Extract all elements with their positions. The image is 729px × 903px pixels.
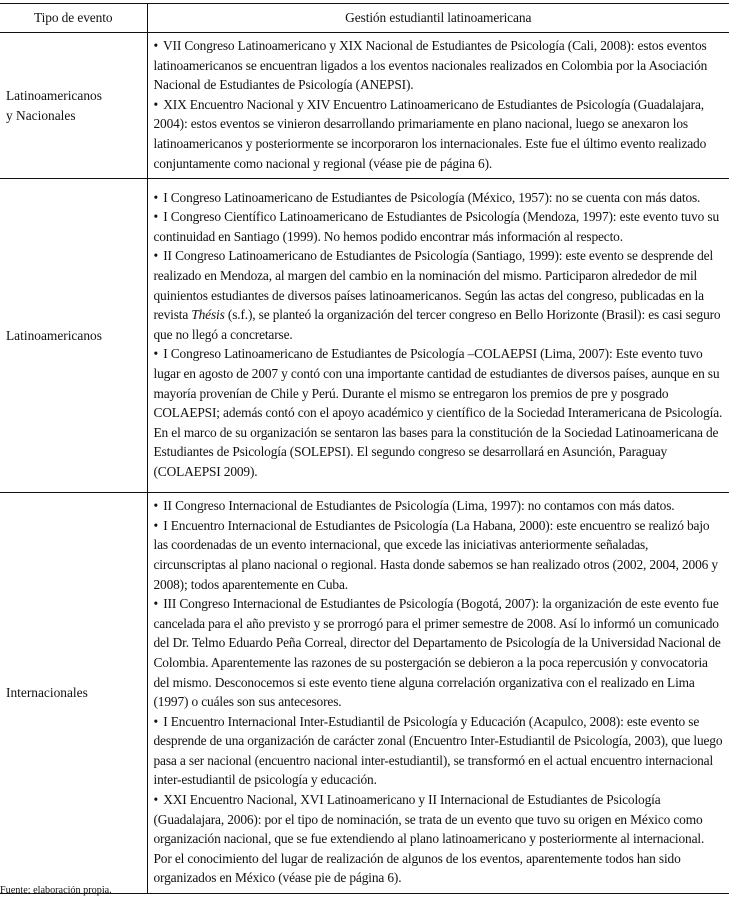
list-item: • VII Congreso Latinoamericano y XIX Nacional de Estudiantes de Psicología (Cali, 2008): estos eventos latinoamericanos se encuentran ligados a los eventos nacionales realizados en Colombia por la Asociación Nacional de Estudiantes de Psicología (ANEPSI). (153, 38, 708, 93)
event-type-label: Latinoamericanos (6, 327, 102, 343)
events-table (0, 3, 729, 894)
list-item: • I Congreso Latinoamericano de Estudiantes de Psicología –COLAEPSI (Lima, 2007): Este evento tuvo lugar en agosto de 2007 y contó con una importante cantidad de estudiantes de diversos países, aunque en su mayoría provenían de Chile y Perú. Durante el mismo se entregaron los premios de pre y posgrado COLAEPSI; además contó con el apoyo académico y científico de la Sociedad Interamericana de Psicología. En el marco de su organización se sentaron las bases para la constitución de la Sociedad Latinoamericana de Estudiantes de Psicología (SOLEPSI). El segundo congreso se desarrollará en Asunción, Paraguay (COLAEPSI 2009). (153, 346, 723, 480)
bullet-icon: • (153, 517, 159, 533)
event-type-cell (0, 33, 147, 179)
journal-title: Thésis (191, 307, 225, 323)
list-item: • II Congreso Internacional de Estudiantes de Psicología (Lima, 1997): no contamos con más datos. (153, 498, 675, 514)
list-item: • I Congreso Científico Latinoamericano de Estudiantes de Psicología (Mendoza, 1997): este evento tuvo su continuidad en Santiago (1999). No hemos podido encontrar más información al respecto. (153, 209, 719, 244)
column-header-student-management: Gestión estudiantil latinoamericana (147, 4, 729, 33)
bullet-icon: • (153, 346, 159, 362)
event-type-label: Latinoamericanos (6, 87, 102, 103)
column-header-event-type: Tipo de evento (0, 4, 147, 33)
table-header-row (0, 4, 729, 33)
bullet-icon: • (153, 498, 159, 514)
list-item: • I Congreso Latinoamericano de Estudiantes de Psicología (México, 1957): no se cuenta con más datos. (153, 189, 701, 205)
event-description-cell (147, 179, 729, 493)
bullet-icon: • (153, 713, 159, 729)
list-item: • XXI Encuentro Nacional, XVI Latinoamericano y II Internacional de Estudiantes de Psicología (Guadalajara, 2006): por el tipo de nominación, se trata de un evento que tuvo su origen en México como organización nacional, que se fue extendiendo al plano latinoamericano y posteriormente al internacional. Por el conocimiento del lugar de realización de algunos de los eventos, aparentemente todos han sido organizados en México (véase pie de página 6). (153, 792, 705, 886)
bullet-icon: • (153, 596, 159, 612)
bullet-icon: • (153, 38, 159, 53)
bullet-icon: • (153, 189, 159, 205)
table-row (0, 179, 729, 493)
event-description-cell (147, 33, 729, 179)
table-source-note: Fuente: elaboración propia. (0, 885, 112, 896)
event-description-cell (147, 493, 729, 894)
event-type-cell (0, 493, 147, 894)
bullet-icon: • (153, 209, 159, 225)
list-item: • XIX Encuentro Nacional y XIV Encuentro Latinoamericano de Estudiantes de Psicología (Guadalajara, 2004): estos eventos se vinieron desarrollando primariamente en plano nacional, luego se anexaron los latinoamericanos y posteriormente se incorporaron los internacionales. Este fue el último evento realizado conjuntamente como nacional y regional (véase pie de página 6). (153, 96, 707, 171)
list-item: • II Congreso Latinoamericano de Estudiantes de Psicología (Santiago, 1999): este evento se desprende del realizado en Mendoza, al margen del cambio en la nominación del mismo. Participaron alrededor de mil quinientos estudiantes de diversos países latinoamericanos. Según las actas del congreso, publicadas en la revista Thésis (s.f.), se planteó la organización del tercer congreso en Bello Horizonte (Brasil): es casi seguro que no llegó a concretarse. (153, 248, 721, 342)
table-row (0, 33, 729, 179)
list-item: • III Congreso Internacional de Estudiantes de Psicología (Bogotá, 2007): la organización de este evento fue cancelada para el año previsto y se prorrogó para el primer semestre de 2008. Así lo informó un comunicado del Dr. Telmo Eduardo Peña Correal, director del Departamento de Psicología de la Universidad Nacional de Colombia. Aparentemente las razones de su postergación se debieron a la poca repercusión y convocatoria del mismo. Desconocemos si este evento tiene alguna correlación organizativa con el realizado en Lima (1997) o cuáles son sus antecesores. (153, 596, 721, 710)
bullet-icon: • (153, 248, 159, 264)
event-type-label: Internacionales (6, 685, 88, 701)
bullet-icon: • (153, 96, 159, 112)
table-row (0, 493, 729, 894)
list-item: • I Encuentro Internacional de Estudiantes de Psicología (La Habana, 2000): este encuentro se realizó bajo las coordenadas de un evento internacional, que excede las iniciativas anteriormente señaladas, circunscriptas al plano nacional o regional. Hasta donde sabemos se han realizado otros (2002, 2004, 2006 y 2008); todos aparentemente en Cuba. (153, 517, 718, 592)
event-type-label-continued: y Nacionales (6, 107, 76, 123)
list-item: • I Encuentro Internacional Inter-Estudiantil de Psicología y Educación (Acapulco, 2008): este evento se desprende de una organización de carácter zonal (Encuentro Inter-Estudiantil de Psicología, 2003), que luego pasa a ser nacional (encuentro nacional inter-estudiantil), se transformó en el actual encuentro internacional inter-estudiantil de psicología y educación. (153, 713, 723, 788)
bullet-icon: • (153, 792, 159, 808)
event-type-cell (0, 179, 147, 493)
